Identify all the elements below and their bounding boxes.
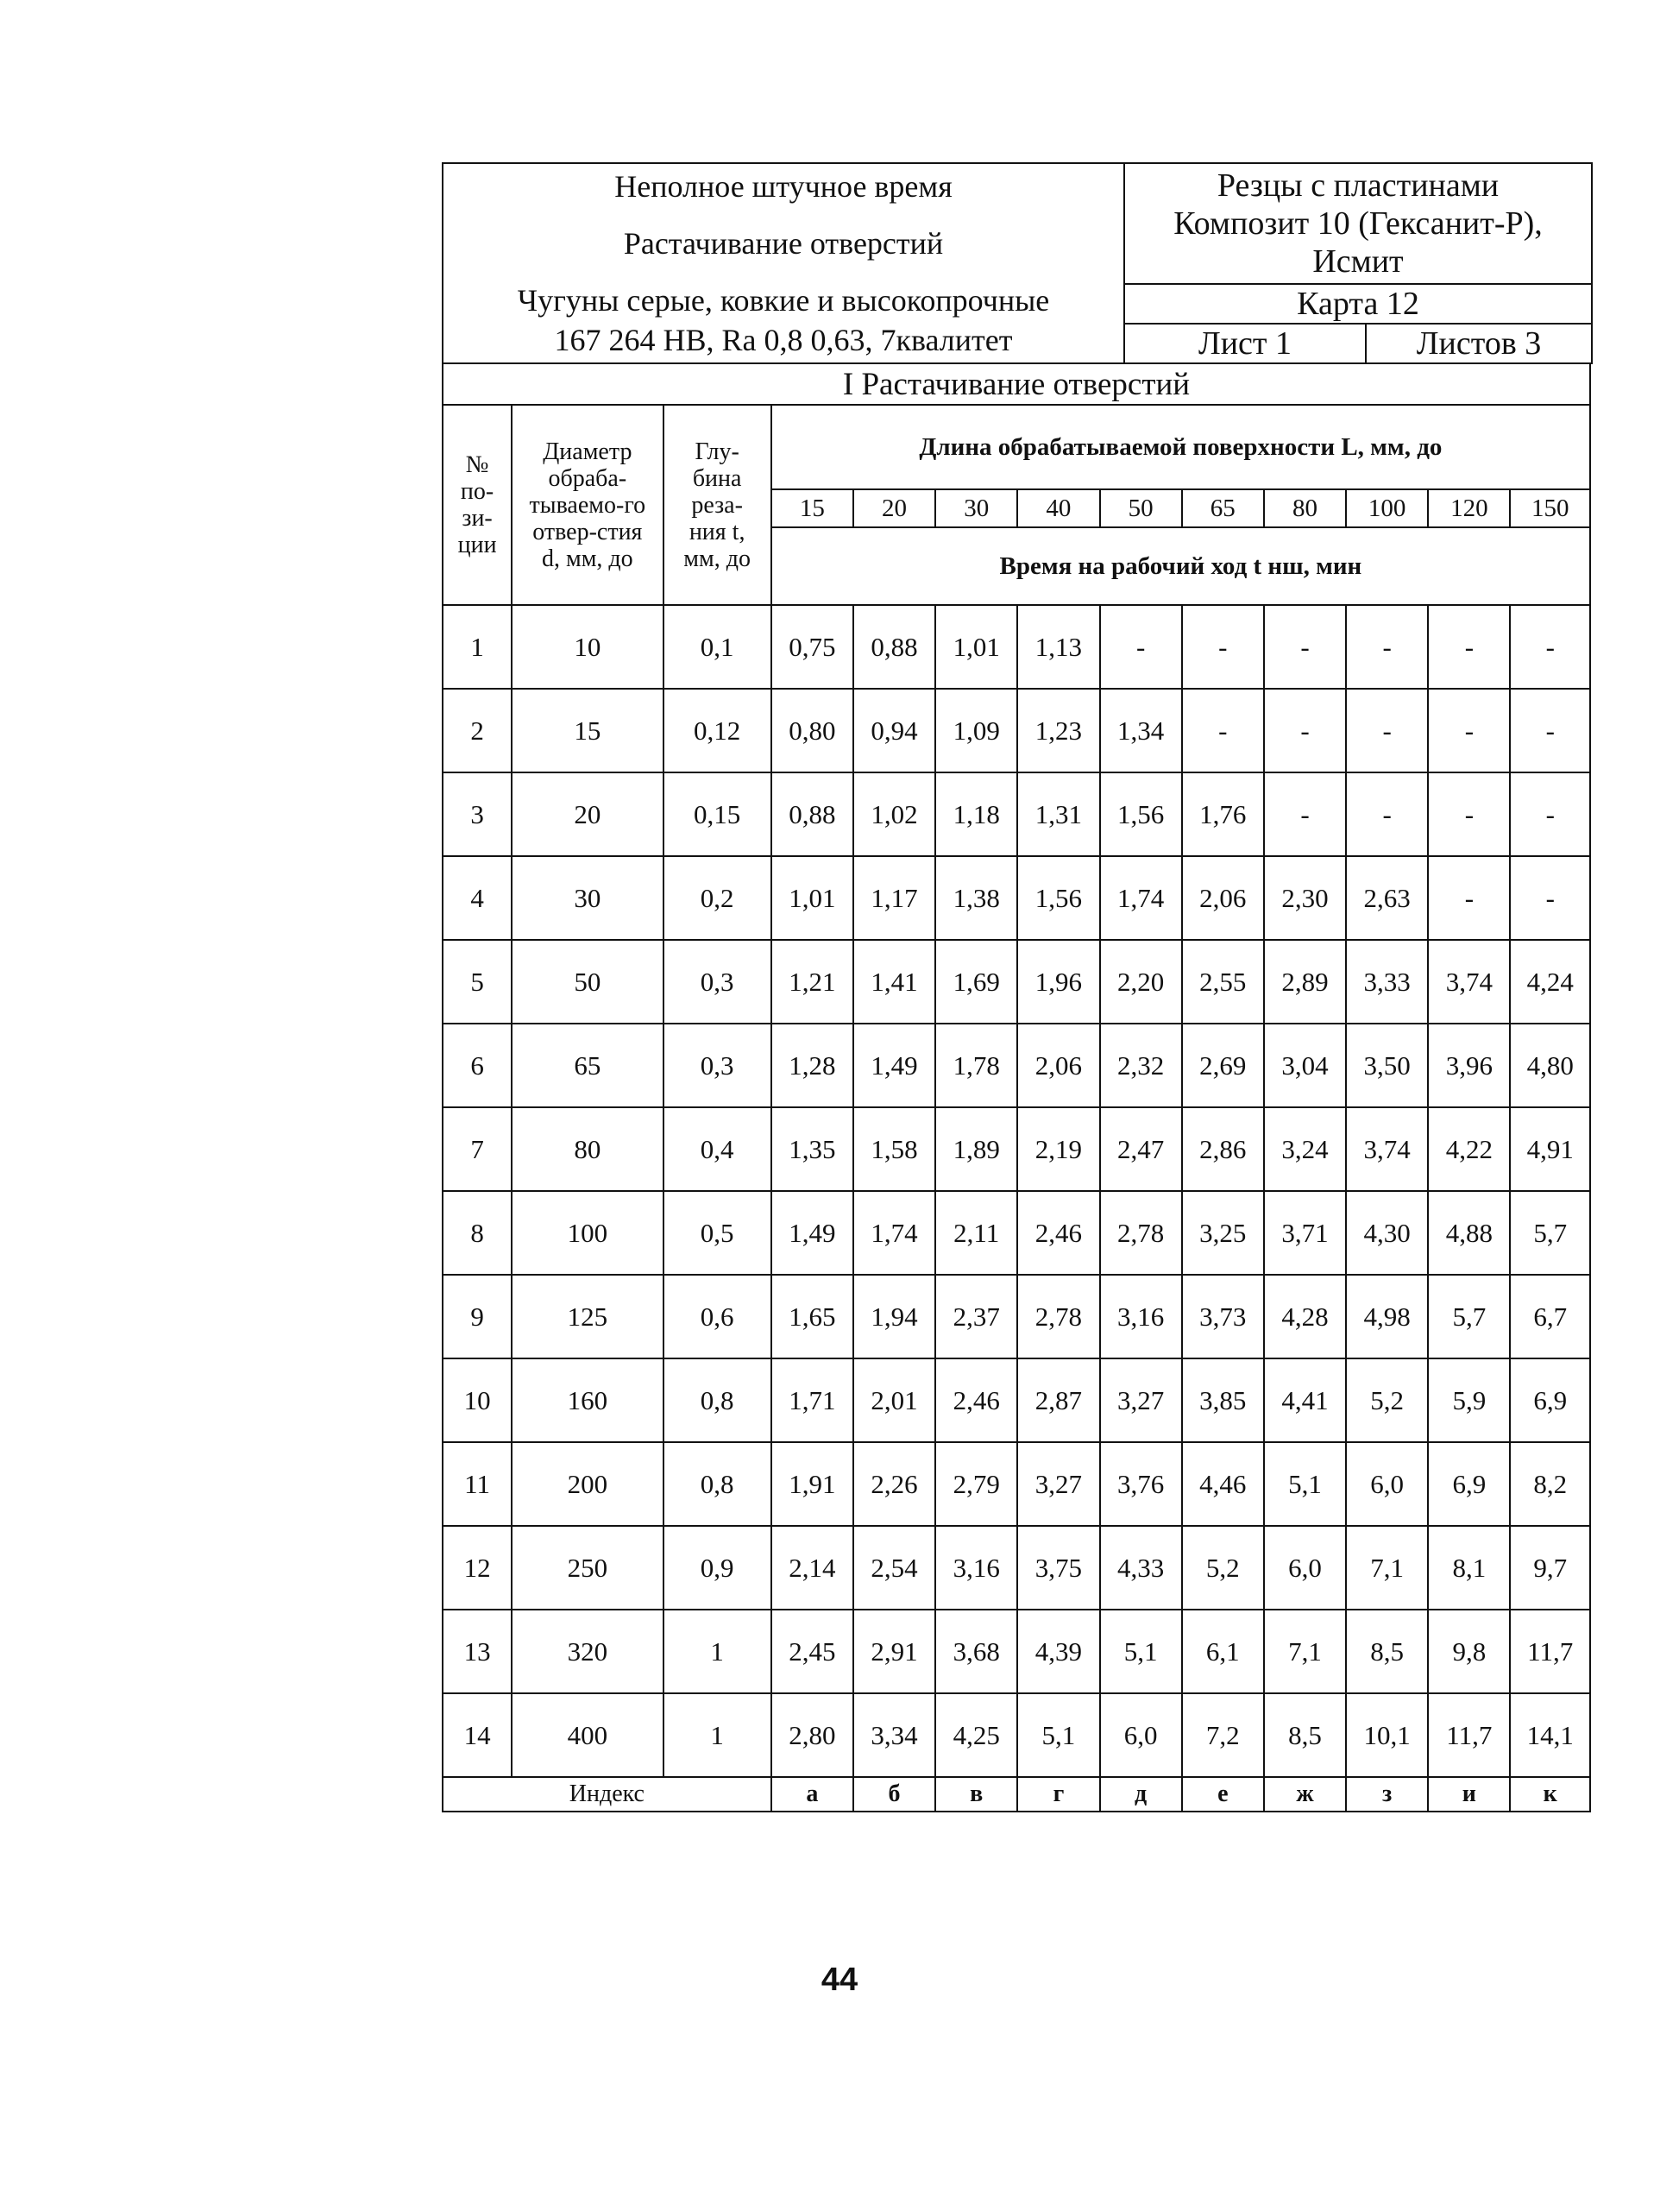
time-cell: 1,41 [853, 940, 935, 1024]
time-cell: - [1264, 689, 1346, 772]
time-cell: 4,41 [1264, 1358, 1346, 1442]
index-row [443, 1777, 1590, 1812]
depth-cell: 0,2 [663, 856, 771, 940]
time-cell: 1,31 [1017, 772, 1099, 856]
header-table [442, 162, 1593, 364]
time-cell: 8,5 [1264, 1693, 1346, 1777]
tool-line-3: Исмит [1312, 243, 1404, 280]
norm-card [442, 162, 1591, 1812]
time-cell: 4,88 [1428, 1191, 1510, 1275]
time-cell: 1,09 [935, 689, 1017, 772]
time-cell: 1,76 [1182, 772, 1264, 856]
time-cell: 2,78 [1017, 1275, 1099, 1358]
time-cell: 3,25 [1182, 1191, 1264, 1275]
time-cell: 6,0 [1346, 1442, 1428, 1526]
diameter-cell: 125 [512, 1275, 663, 1358]
table-row [443, 940, 1590, 1024]
time-cell: 0,88 [771, 772, 853, 856]
time-cell: - [1428, 856, 1510, 940]
position-cell: 4 [443, 856, 512, 940]
depth-cell: 0,8 [663, 1442, 771, 1526]
time-cell: 2,20 [1100, 940, 1182, 1024]
time-cell: 2,06 [1017, 1024, 1099, 1107]
col-depth: Глу-бина реза-ния t, мм, до [663, 405, 771, 605]
index-letter: и [1428, 1777, 1510, 1812]
table-row [443, 605, 1590, 689]
time-cell: 1,56 [1017, 856, 1099, 940]
time-cell: 3,68 [935, 1610, 1017, 1693]
time-cell: 6,7 [1510, 1275, 1590, 1358]
diameter-cell: 30 [512, 856, 663, 940]
time-cell: 7,1 [1264, 1610, 1346, 1693]
col-diameter: Диаметр обраба-тываемо-го отвер-стия d, мм, до [512, 405, 663, 605]
time-cell: 2,69 [1182, 1024, 1264, 1107]
time-cell: 2,46 [1017, 1191, 1099, 1275]
time-cell: 4,25 [935, 1693, 1017, 1777]
time-cell: 1,01 [771, 856, 853, 940]
time-cell: 3,24 [1264, 1107, 1346, 1191]
time-cell: 2,46 [935, 1358, 1017, 1442]
section-title: I Растачивание отверстий [443, 363, 1590, 405]
time-cell: 1,91 [771, 1442, 853, 1526]
depth-cell: 0,4 [663, 1107, 771, 1191]
time-cell: - [1428, 605, 1510, 689]
time-cell: 3,27 [1017, 1442, 1099, 1526]
depth-cell: 1 [663, 1610, 771, 1693]
table-body [443, 605, 1590, 1777]
time-cell: 1,28 [771, 1024, 853, 1107]
time-cell: 3,76 [1100, 1442, 1182, 1526]
time-cell: 6,9 [1428, 1442, 1510, 1526]
diameter-cell: 160 [512, 1358, 663, 1442]
sheet-number: Лист 1 [1124, 324, 1366, 363]
length-value: 100 [1346, 489, 1428, 527]
position-cell: 14 [443, 1693, 512, 1777]
time-cell: 3,75 [1017, 1526, 1099, 1610]
time-cell: 1,35 [771, 1107, 853, 1191]
length-value: 120 [1428, 489, 1510, 527]
time-cell: 5,2 [1346, 1358, 1428, 1442]
index-letter: д [1100, 1777, 1182, 1812]
diameter-cell: 200 [512, 1442, 663, 1526]
time-cell: 3,16 [935, 1526, 1017, 1610]
table-row [443, 1191, 1590, 1275]
time-cell: 5,7 [1510, 1191, 1590, 1275]
time-cell: 2,14 [771, 1526, 853, 1610]
time-cell: 1,96 [1017, 940, 1099, 1024]
index-letter: б [853, 1777, 935, 1812]
table-row [443, 1107, 1590, 1191]
time-cell: 2,26 [853, 1442, 935, 1526]
time-cell: 3,71 [1264, 1191, 1346, 1275]
card-number: Карта 12 [1124, 284, 1592, 324]
time-cell: 0,75 [771, 605, 853, 689]
diameter-cell: 400 [512, 1693, 663, 1777]
time-cell: 4,24 [1510, 940, 1590, 1024]
time-cell: 3,50 [1346, 1024, 1428, 1107]
time-cell: 1,02 [853, 772, 935, 856]
time-cell: 14,1 [1510, 1693, 1590, 1777]
depth-cell: 0,8 [663, 1358, 771, 1442]
length-value: 15 [771, 489, 853, 527]
time-cell: 0,88 [853, 605, 935, 689]
time-cell: - [1428, 689, 1510, 772]
time-cell: 6,1 [1182, 1610, 1264, 1693]
time-cell: 1,49 [771, 1191, 853, 1275]
tool-line-2: Композит 10 (Гексанит-Р), [1173, 205, 1543, 242]
table-row [443, 689, 1590, 772]
diameter-cell: 50 [512, 940, 663, 1024]
depth-cell: 1 [663, 1693, 771, 1777]
time-cell: 2,32 [1100, 1024, 1182, 1107]
time-cell: 8,2 [1510, 1442, 1590, 1526]
depth-cell: 0,12 [663, 689, 771, 772]
time-cell: 7,1 [1346, 1526, 1428, 1610]
time-cell: 5,7 [1428, 1275, 1510, 1358]
time-cell: 4,80 [1510, 1024, 1590, 1107]
time-cell: 2,01 [853, 1358, 935, 1442]
time-cell: 2,89 [1264, 940, 1346, 1024]
position-cell: 6 [443, 1024, 512, 1107]
time-cell: 6,0 [1100, 1693, 1182, 1777]
depth-cell: 0,6 [663, 1275, 771, 1358]
position-cell: 2 [443, 689, 512, 772]
time-cell: - [1510, 689, 1590, 772]
diameter-cell: 20 [512, 772, 663, 856]
time-cell: 5,1 [1100, 1610, 1182, 1693]
time-cell: 3,04 [1264, 1024, 1346, 1107]
position-cell: 10 [443, 1358, 512, 1442]
position-cell: 12 [443, 1526, 512, 1610]
depth-cell: 0,3 [663, 940, 771, 1024]
time-cell: 3,34 [853, 1693, 935, 1777]
time-cell: 4,46 [1182, 1442, 1264, 1526]
time-cell: 11,7 [1428, 1693, 1510, 1777]
table-row [443, 1442, 1590, 1526]
sheets-total: Листов 3 [1366, 324, 1592, 363]
header-description [443, 163, 1124, 363]
time-cell: 1,38 [935, 856, 1017, 940]
time-cell: 9,7 [1510, 1526, 1590, 1610]
time-cell: - [1510, 605, 1590, 689]
time-norm-table [442, 362, 1591, 1812]
time-cell: 3,27 [1100, 1358, 1182, 1442]
position-cell: 11 [443, 1442, 512, 1526]
time-cell: 3,73 [1182, 1275, 1264, 1358]
time-cell: - [1182, 689, 1264, 772]
length-value: 30 [935, 489, 1017, 527]
time-cell: 1,69 [935, 940, 1017, 1024]
time-cell: 1,58 [853, 1107, 935, 1191]
time-cell: - [1346, 605, 1428, 689]
header-tool [1124, 163, 1592, 284]
time-cell: 1,65 [771, 1275, 853, 1358]
table-row [443, 1526, 1590, 1610]
length-value: 150 [1510, 489, 1590, 527]
length-value: 65 [1182, 489, 1264, 527]
time-cell: 4,22 [1428, 1107, 1510, 1191]
time-cell: 5,1 [1017, 1693, 1099, 1777]
time-cell: 4,98 [1346, 1275, 1428, 1358]
time-cell: 3,74 [1428, 940, 1510, 1024]
time-cell: 1,23 [1017, 689, 1099, 772]
time-cell: 9,8 [1428, 1610, 1510, 1693]
index-letter: в [935, 1777, 1017, 1812]
table-row [443, 1358, 1590, 1442]
time-cell: 3,33 [1346, 940, 1428, 1024]
depth-cell: 0,5 [663, 1191, 771, 1275]
time-cell: 2,11 [935, 1191, 1017, 1275]
position-cell: 3 [443, 772, 512, 856]
time-cell: 4,91 [1510, 1107, 1590, 1191]
diameter-cell: 250 [512, 1526, 663, 1610]
time-cell: 3,85 [1182, 1358, 1264, 1442]
position-cell: 5 [443, 940, 512, 1024]
time-cell: 1,56 [1100, 772, 1182, 856]
position-cell: 7 [443, 1107, 512, 1191]
time-cell: 2,86 [1182, 1107, 1264, 1191]
index-letter: з [1346, 1777, 1428, 1812]
length-value: 20 [853, 489, 935, 527]
length-value: 40 [1017, 489, 1099, 527]
table-row [443, 1275, 1590, 1358]
col-time-header: Время на рабочий ход t нш, мин [771, 527, 1590, 605]
time-cell: - [1346, 772, 1428, 856]
table-row [443, 856, 1590, 940]
position-cell: 9 [443, 1275, 512, 1358]
time-cell: 1,71 [771, 1358, 853, 1442]
time-cell: 3,74 [1346, 1107, 1428, 1191]
diameter-cell: 15 [512, 689, 663, 772]
position-cell: 8 [443, 1191, 512, 1275]
depth-cell: 0,3 [663, 1024, 771, 1107]
diameter-cell: 10 [512, 605, 663, 689]
time-cell: 4,39 [1017, 1610, 1099, 1693]
time-cell: 3,96 [1428, 1024, 1510, 1107]
time-cell: 5,2 [1182, 1526, 1264, 1610]
time-cell: 4,28 [1264, 1275, 1346, 1358]
diameter-cell: 65 [512, 1024, 663, 1107]
diameter-cell: 100 [512, 1191, 663, 1275]
time-cell: 1,78 [935, 1024, 1017, 1107]
time-cell: 2,54 [853, 1526, 935, 1610]
diameter-cell: 320 [512, 1610, 663, 1693]
time-cell: 1,21 [771, 940, 853, 1024]
col-length-header: Длина обрабатываемой поверхности L, мм, до [771, 405, 1590, 489]
time-cell: 2,45 [771, 1610, 853, 1693]
length-value: 50 [1100, 489, 1182, 527]
time-cell: 0,80 [771, 689, 853, 772]
time-cell: 5,9 [1428, 1358, 1510, 1442]
time-cell: 5,1 [1264, 1442, 1346, 1526]
time-cell: 1,18 [935, 772, 1017, 856]
header-doc-type: Неполное штучное время [614, 169, 953, 204]
time-cell: 2,80 [771, 1693, 853, 1777]
time-cell: 10,1 [1346, 1693, 1428, 1777]
time-cell: 0,94 [853, 689, 935, 772]
time-cell: 2,79 [935, 1442, 1017, 1526]
time-cell: 2,91 [853, 1610, 935, 1693]
index-letter: г [1017, 1777, 1099, 1812]
index-letter: е [1182, 1777, 1264, 1812]
time-cell: - [1264, 605, 1346, 689]
length-value: 80 [1264, 489, 1346, 527]
time-cell: 1,74 [1100, 856, 1182, 940]
time-cell: 2,63 [1346, 856, 1428, 940]
table-row [443, 772, 1590, 856]
time-cell: - [1510, 856, 1590, 940]
time-cell: 2,87 [1017, 1358, 1099, 1442]
time-cell: 6,9 [1510, 1358, 1590, 1442]
time-cell: 1,74 [853, 1191, 935, 1275]
time-cell: 1,34 [1100, 689, 1182, 772]
time-cell: 1,13 [1017, 605, 1099, 689]
tool-line-1: Резцы с пластинами [1217, 167, 1500, 204]
time-cell: 4,33 [1100, 1526, 1182, 1610]
index-label: Индекс [443, 1777, 771, 1812]
time-cell: 2,19 [1017, 1107, 1099, 1191]
page-number: 44 [821, 1962, 858, 1998]
col-position: № по-зи-ции [443, 405, 512, 605]
time-cell: 6,0 [1264, 1526, 1346, 1610]
time-cell: 1,94 [853, 1275, 935, 1358]
time-cell: 2,47 [1100, 1107, 1182, 1191]
time-cell: 2,78 [1100, 1191, 1182, 1275]
time-cell: 1,49 [853, 1024, 935, 1107]
position-cell: 13 [443, 1610, 512, 1693]
depth-cell: 0,1 [663, 605, 771, 689]
time-cell: - [1346, 689, 1428, 772]
depth-cell: 0,15 [663, 772, 771, 856]
time-cell: 8,5 [1346, 1610, 1428, 1693]
index-letter: а [771, 1777, 853, 1812]
time-cell: 4,30 [1346, 1191, 1428, 1275]
header-hardness: 167 264 HB, Ra 0,8 0,63, 7квалитет [554, 323, 1013, 357]
time-cell: 11,7 [1510, 1610, 1590, 1693]
table-row [443, 1693, 1590, 1777]
header-material: Чугуны серые, ковкие и высокопрочные [517, 283, 1050, 318]
time-cell: 1,89 [935, 1107, 1017, 1191]
index-letter: ж [1264, 1777, 1346, 1812]
time-cell: - [1264, 772, 1346, 856]
time-cell: 2,30 [1264, 856, 1346, 940]
time-cell: 2,37 [935, 1275, 1017, 1358]
depth-cell: 0,9 [663, 1526, 771, 1610]
position-cell: 1 [443, 605, 512, 689]
time-cell: 2,55 [1182, 940, 1264, 1024]
diameter-cell: 80 [512, 1107, 663, 1191]
time-cell: - [1100, 605, 1182, 689]
time-cell: - [1428, 772, 1510, 856]
table-row [443, 1024, 1590, 1107]
time-cell: 1,01 [935, 605, 1017, 689]
time-cell: 3,16 [1100, 1275, 1182, 1358]
table-row [443, 1610, 1590, 1693]
time-cell: - [1182, 605, 1264, 689]
time-cell: 1,17 [853, 856, 935, 940]
time-cell: 8,1 [1428, 1526, 1510, 1610]
index-letter: к [1510, 1777, 1590, 1812]
time-cell: 2,06 [1182, 856, 1264, 940]
time-cell: - [1510, 772, 1590, 856]
time-cell: 7,2 [1182, 1693, 1264, 1777]
header-operation: Растачивание отверстий [623, 226, 944, 261]
